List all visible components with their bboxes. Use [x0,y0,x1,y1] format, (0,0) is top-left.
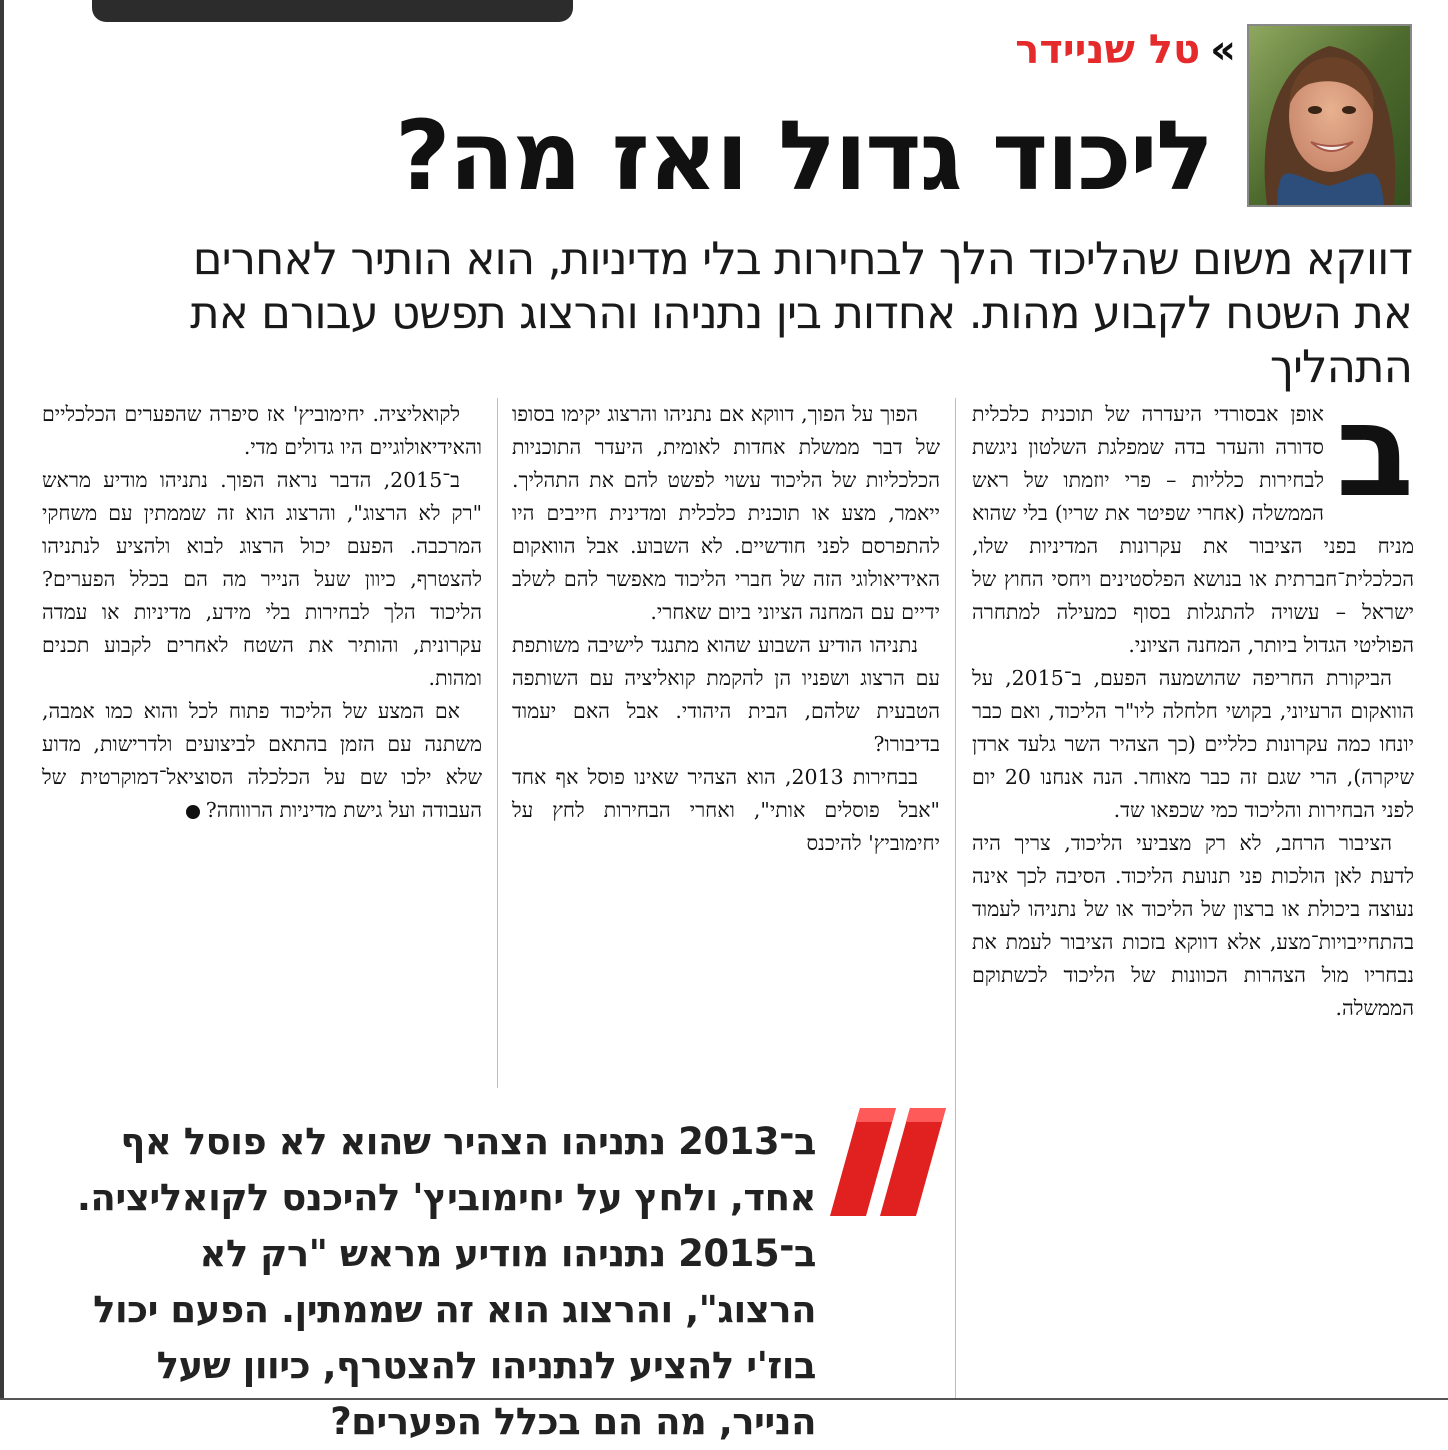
author-photo [1247,24,1412,207]
article-column-3 [42,398,482,827]
paragraph: נתניהו הודיע השבוע שהוא מתנגד לישיבה משותפת עם הרצוג ושפניו הן להקמת קואליציה עם השותפה הטבעית שלהם, הבית היהודי. אבל האם יעמוד בדיבורו? [512,633,940,756]
author-name: טל שניידר [1015,27,1201,73]
column-divider [497,398,498,1088]
end-mark-icon [186,805,200,819]
article-column-2 [512,398,940,860]
paragraph: הפוך על הפוך, דווקא אם נתניהו והרצוג יקימו בסופו של דבר ממשלת אחדות לאומית, היעדר התוכניות הכלכליות של הליכוד עשוי לפשט להם את התהליך. ייאמר, מצע או תוכנית כלכלית ומדינית חייבים היו להתפרסם לפני חודשיים. לא השבוע. אבל הוואקום האידיאולוגי הזה של חברי הליכוד מאפשר להם לשלב ידיים עם המחנה הציוני ביום שאחרי. [512,402,940,624]
double-chevron-icon: » [1210,27,1236,73]
paragraph [42,695,482,827]
left-border-rule [0,0,4,1398]
subheadline: דווקא משום שהליכוד הלך לבחירות בלי מדיניות, הוא הותיר לאחרים את השטח לקבוע מהות. אחדות בין נתניהו והרצוג תפשט עבורם את התהליך [190,232,1412,393]
paragraph-text: אופן אבסורדי היעדרה של תוכנית כלכלית סדורה והעדר בדה שמפלגת השלטון ניגשת לבחירות כלליות – פרי יוזמתו של ראש הממשלה (אחרי שפיטר את שריו) בלי שהוא מניח בפני הציבור את עקרונות המדיניות שלו, הכלכלית־חברתית או בנושא הפלסטינים ויחסי החוץ של ישראל – עשויה להתגלות בסוף כמעילה למתחרה הפוליטי הגדול ביותר, המחנה הציוני. [972,402,1414,657]
column-divider [955,398,956,1398]
headline: ליכוד גדול ואז מה? [394,100,1212,212]
paragraph: הציבור הרחב, לא רק מצביעי הליכוד, צריך היה לדעת לאן הולכות פני תנועת הליכוד. הסיבה לכך אינה נעוצה ביכולת או ברצון של הליכוד או של נתניהו לעמוד בהתחייבויות־מצע, אלא דווקא בזכות הציבור לעמת את נבחריו מול הצהרות הכוונות של הליכוד לכשתוקם הממשלה. [972,831,1414,1020]
quote-mark-icon [826,1108,946,1216]
article-column-1 [972,377,1414,1025]
author-portrait-icon [1249,26,1410,205]
paragraph-text: אם המצע של הליכוד פתוח לכל והוא כמו אמבה, משתנה עם הזמן בהתאם לביצועים ולדרישות, מדוע שלא ילכו שם על הכלכלה הסוציאל־דמוקרטית של העבודה ועל גישת מדיניות הרווחה? [42,699,482,822]
paragraph: ב־2015, הדבר נראה הפוך. נתניהו מודיע מראש "רק לא הרצוג", והרצוג הוא זה שממתין עם משחקי המרכבה. הפעם יכול הרצוג לבוא ולהציע לנתניהו להצטרף, כיוון שעל הנייר מה הם בכלל הפערים? הליכוד הלך לבחירות בלי מידע, מדיניות או עמדה עקרונית, והותיר את השטח לאחרים לקבוע תכנים ומהות. [42,468,482,690]
drop-cap: ב [1335,377,1414,526]
paragraph: בבחירות 2013, הוא הצהיר שאינו פוסל אף אחד "אבל פוסלים אותי", ואחרי הבחירות לחץ על יחימוביץ' להיכנס [512,765,940,855]
pull-quote: ב־2013 נתניהו הצהיר שהוא לא פוסל אף אחד, ולחץ על יחימוביץ' להיכנס לקואליציה. ב־2015 נתניהו מודיע מראש "רק לא הרצוג", והרצוג הוא זה שממתין. הפעם יכול בוז'י להציע לנתניהו להצטרף, כיוון שעל הנייר, מה הם בכלל הפערים? [76,1120,816,1443]
author-line [1015,20,1236,80]
top-bar [92,0,573,22]
paragraph [972,377,1414,662]
paragraph: הביקורת החריפה שהושמעה הפעם, ב־2015, על הוואקום הרעיוני, בקושי חלחלה ליו"ר הליכוד, ואם כבר יונחו כמה עקרונות כלליים (כך הצהיר השר גלעד ארדן שיקרה), הרי שגם זה כבר מאוחר. הנה אנחנו 20 יום לפני הבחירות והליכוד כמי שכפאו שד. [972,666,1414,822]
paragraph: לקואליציה. יחימוביץ' אז סיפרה שהפערים הכלכליים והאידיאולוגיים היו גדולים מדי. [42,402,482,459]
